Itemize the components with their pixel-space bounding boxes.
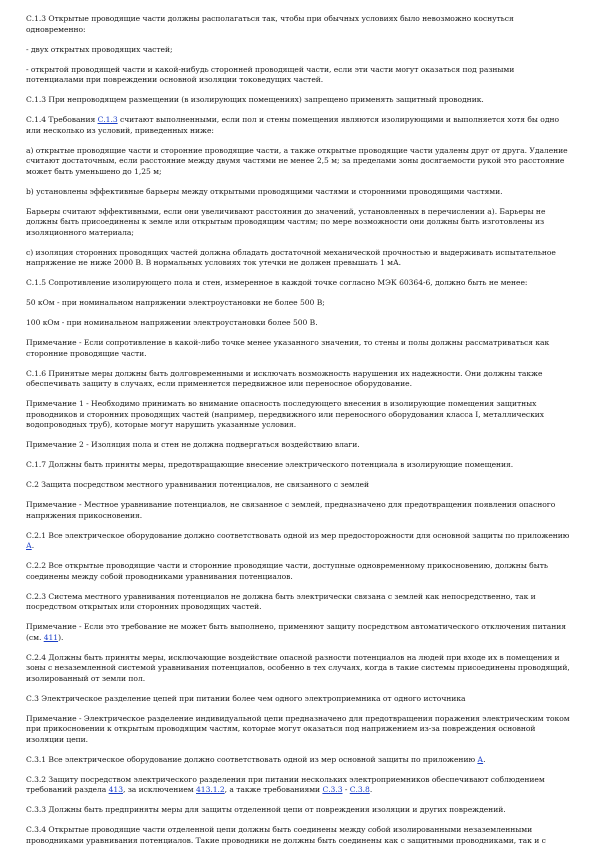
paragraph-text: Примечание 1 - Необходимо принимать во внимание опасность последующего внесения в изолирующие помещения защитных проводников и сторонних проводящих частей (например, передвижного или переносного оборудования класса I, металлических водопроводных труб), которые могут нарушить указанные условия. xyxy=(26,399,545,429)
paragraph-text: С.3.3 Должны быть предприняты меры для защиты отделенной цепи от повреждения изоляции и других повреждений. xyxy=(26,805,506,814)
paragraph xyxy=(26,369,574,390)
paragraph-text: С.1.7 Должны быть приняты меры, предотвращающие внесение электрического потенциала в изолирующие помещения. xyxy=(26,460,514,469)
paragraph-text: 50 кОм - при номинальном напряжении электроустановки не более 500 В; xyxy=(26,298,325,307)
paragraph xyxy=(26,338,574,359)
paragraph xyxy=(26,278,574,289)
paragraph xyxy=(26,45,574,56)
paragraph-text: С.3.2 Защиту посредством электрического разделения при питании нескольких электроприемников обеспечивают соблюдением требований раздела xyxy=(26,774,545,794)
paragraph-text: С.1.4 Требования xyxy=(26,115,98,124)
paragraph xyxy=(26,805,574,816)
paragraph-text: , за исключением xyxy=(122,785,196,794)
paragraph-text: С.3 Электрическое разделение цепей при питании более чем одного электроприемника от одного источника xyxy=(26,693,466,703)
paragraph-text: С.1.6 Принятые меры должны быть долговременными и исключать возможность нарушения их надежности. Они должны также обеспечивать защиту в случаях, если применяется передвижное или переносное оборудование. xyxy=(26,368,543,388)
paragraph xyxy=(26,187,574,198)
paragraph xyxy=(26,622,574,643)
paragraph-text: С.2 Защита посредством местного уравнивания потенциалов, не связанного с землей xyxy=(26,480,369,489)
paragraph-text: считают выполненными, если пол и стены помещения являются изолирующими и выполняется хотя бы одно или несколько из условий, приведенных ниже: xyxy=(26,115,559,135)
paragraph xyxy=(26,115,574,136)
document-body xyxy=(26,14,574,856)
paragraph-text: - xyxy=(342,785,350,794)
cross-reference-link[interactable]: А xyxy=(477,754,484,764)
paragraph-text: С.3.1 Все электрическое оборудование должно соответствовать одной из мер основной защиты по приложению xyxy=(26,754,478,764)
paragraph xyxy=(26,592,574,613)
paragraph-text: С.2.4 Должны быть приняты меры, исключающие воздействие опасной разности потенциалов на людей при входе их в помещения и зоны с незаземленной системой уравнивания потенциалов, особенно в тех случаях, когда в такие системы присоединены проводящий, изолированный от земли пол. xyxy=(26,652,570,683)
cross-reference-link[interactable]: С.3.8 xyxy=(349,785,370,794)
cross-reference-link[interactable]: 413 xyxy=(108,785,123,794)
paragraph-text: , а также требованиями xyxy=(224,785,323,794)
paragraph xyxy=(26,248,574,269)
paragraph xyxy=(26,755,574,766)
paragraph-text: С.2.2 Все открытые проводящие части и сторонние проводящие части, доступные одновременному прикосновению, должны быть соединены между собой проводниками уравнивания потенциалов. xyxy=(26,561,548,581)
paragraph-text: С.2.3 Система местного уравнивания потенциалов не должна быть электрически связана с землей как непосредственно, так и посредством открытых или сторонних проводящих частей. xyxy=(26,591,536,611)
paragraph-text: . xyxy=(369,785,373,794)
paragraph xyxy=(26,318,574,329)
paragraph-text: а) открытые проводящие части и сторонние проводящие части, а также открытые проводящие части удалены друг от друга. Удаление считают достаточным, если расстояние между двумя частями не менее 2,5 м; за пределами зоны досягаемости рукой это расстояние может быть уменьшено до 1,25 м; xyxy=(26,145,568,176)
paragraph-text: . xyxy=(483,754,486,764)
paragraph xyxy=(26,653,574,685)
paragraph-text: Примечание - Местное уравнивание потенциалов, не связанное с землей, предназначено для предотвращения появления опасного напряжения прикосновения. xyxy=(26,500,556,520)
paragraph xyxy=(26,298,574,309)
paragraph xyxy=(26,146,574,178)
cross-reference-link[interactable]: С.3.3 xyxy=(322,785,343,794)
cross-reference-link[interactable]: 413.1.2 xyxy=(196,785,225,794)
cross-reference-link[interactable]: А xyxy=(26,541,32,550)
paragraph-text: С.1.3 Открытые проводящие части должны располагаться так, чтобы при обычных условиях было невозможно коснуться одновременно: xyxy=(26,14,514,34)
paragraph xyxy=(26,825,574,846)
paragraph-text: 100 кОм - при номинальном напряжении электроустановки более 500 В. xyxy=(26,318,318,327)
paragraph-text: Примечание - Если это требование не может быть выполнено, применяют защиту посредством автоматического отключения питания (см. xyxy=(26,622,566,642)
paragraph-text: . xyxy=(31,541,35,550)
cross-reference-link[interactable]: 411 xyxy=(43,632,59,642)
paragraph xyxy=(26,480,574,491)
paragraph-text: b) установлены эффективные барьеры между открытыми проводящими частями и сторонними проводящими частями. xyxy=(26,186,503,196)
cross-reference-link[interactable]: С.1.3 xyxy=(97,115,118,124)
paragraph-text: - двух открытых проводящих частей; xyxy=(26,44,173,54)
paragraph-text: ). xyxy=(58,632,64,642)
paragraph-text: Примечание 2 - Изоляция пола и стен не должна подвергаться воздействию влаги. xyxy=(26,440,360,449)
paragraph xyxy=(26,500,574,521)
paragraph xyxy=(26,531,574,552)
paragraph-text: Примечание - Электрическое разделение индивидуальной цепи предназначено для предотвращения поражения электрическим током при прикосновении к открытым проводящим частям, которые могут оказаться под напряжением из-за повреждения основной изоляции цепи. xyxy=(26,713,570,744)
paragraph xyxy=(26,207,574,239)
paragraph xyxy=(26,775,574,796)
paragraph-text: С.1.3 При непроводящем размещении (в изолирующих помещениях) запрещено применять защитный проводник. xyxy=(26,95,484,104)
paragraph-text: - открытой проводящей части и какой-нибудь сторонней проводящей части, если эти части могут оказаться под разными потенциалами при повреждении основной изоляции токоведущих частей. xyxy=(26,64,515,84)
paragraph-text: С.1.5 Сопротивление изолирующего пола и стен, измеренное в каждой точке согласно МЭК 60364-6, должно быть не менее: xyxy=(26,278,528,287)
paragraph xyxy=(26,460,574,471)
paragraph xyxy=(26,14,574,35)
paragraph xyxy=(26,694,574,705)
paragraph-text: Примечание - Если сопротивление в какой-либо точке менее указанного значения, то стены и полы должны рассматриваться как сторонние проводящие части. xyxy=(26,338,550,358)
paragraph-text: С.2.1 Все электрическое оборудование должно соответствовать одной из мер предосторожности для основной защиты по приложению xyxy=(26,530,570,540)
paragraph xyxy=(26,399,574,431)
paragraph xyxy=(26,65,574,86)
paragraph-text: с) изоляция сторонних проводящих частей должна обладать достаточной механической прочностью и выдерживать испытательное напряжение не ниже 2000 В. В нормальных условиях ток утечки не должен превышать 1 мА. xyxy=(26,247,556,267)
paragraph xyxy=(26,95,574,106)
paragraph-text: С.3.4 Открытые проводящие части отделенной цепи должны быть соединены между собой изолированными незаземленными проводниками уравнивания потенциалов. Такие проводники не должны быть соединены как с защитными проводниками, так и с xyxy=(26,825,546,845)
paragraph xyxy=(26,714,574,746)
paragraph xyxy=(26,561,574,582)
paragraph-text: Барьеры считают эффективными, если они увеличивают расстояния до значений, установленных в перечислении а). Барьеры не должны быть присоединены к земле или открытым проводящим частям; по мере возможности они должны быть изготовлены из изоляционного материала; xyxy=(26,206,546,237)
paragraph xyxy=(26,440,574,451)
